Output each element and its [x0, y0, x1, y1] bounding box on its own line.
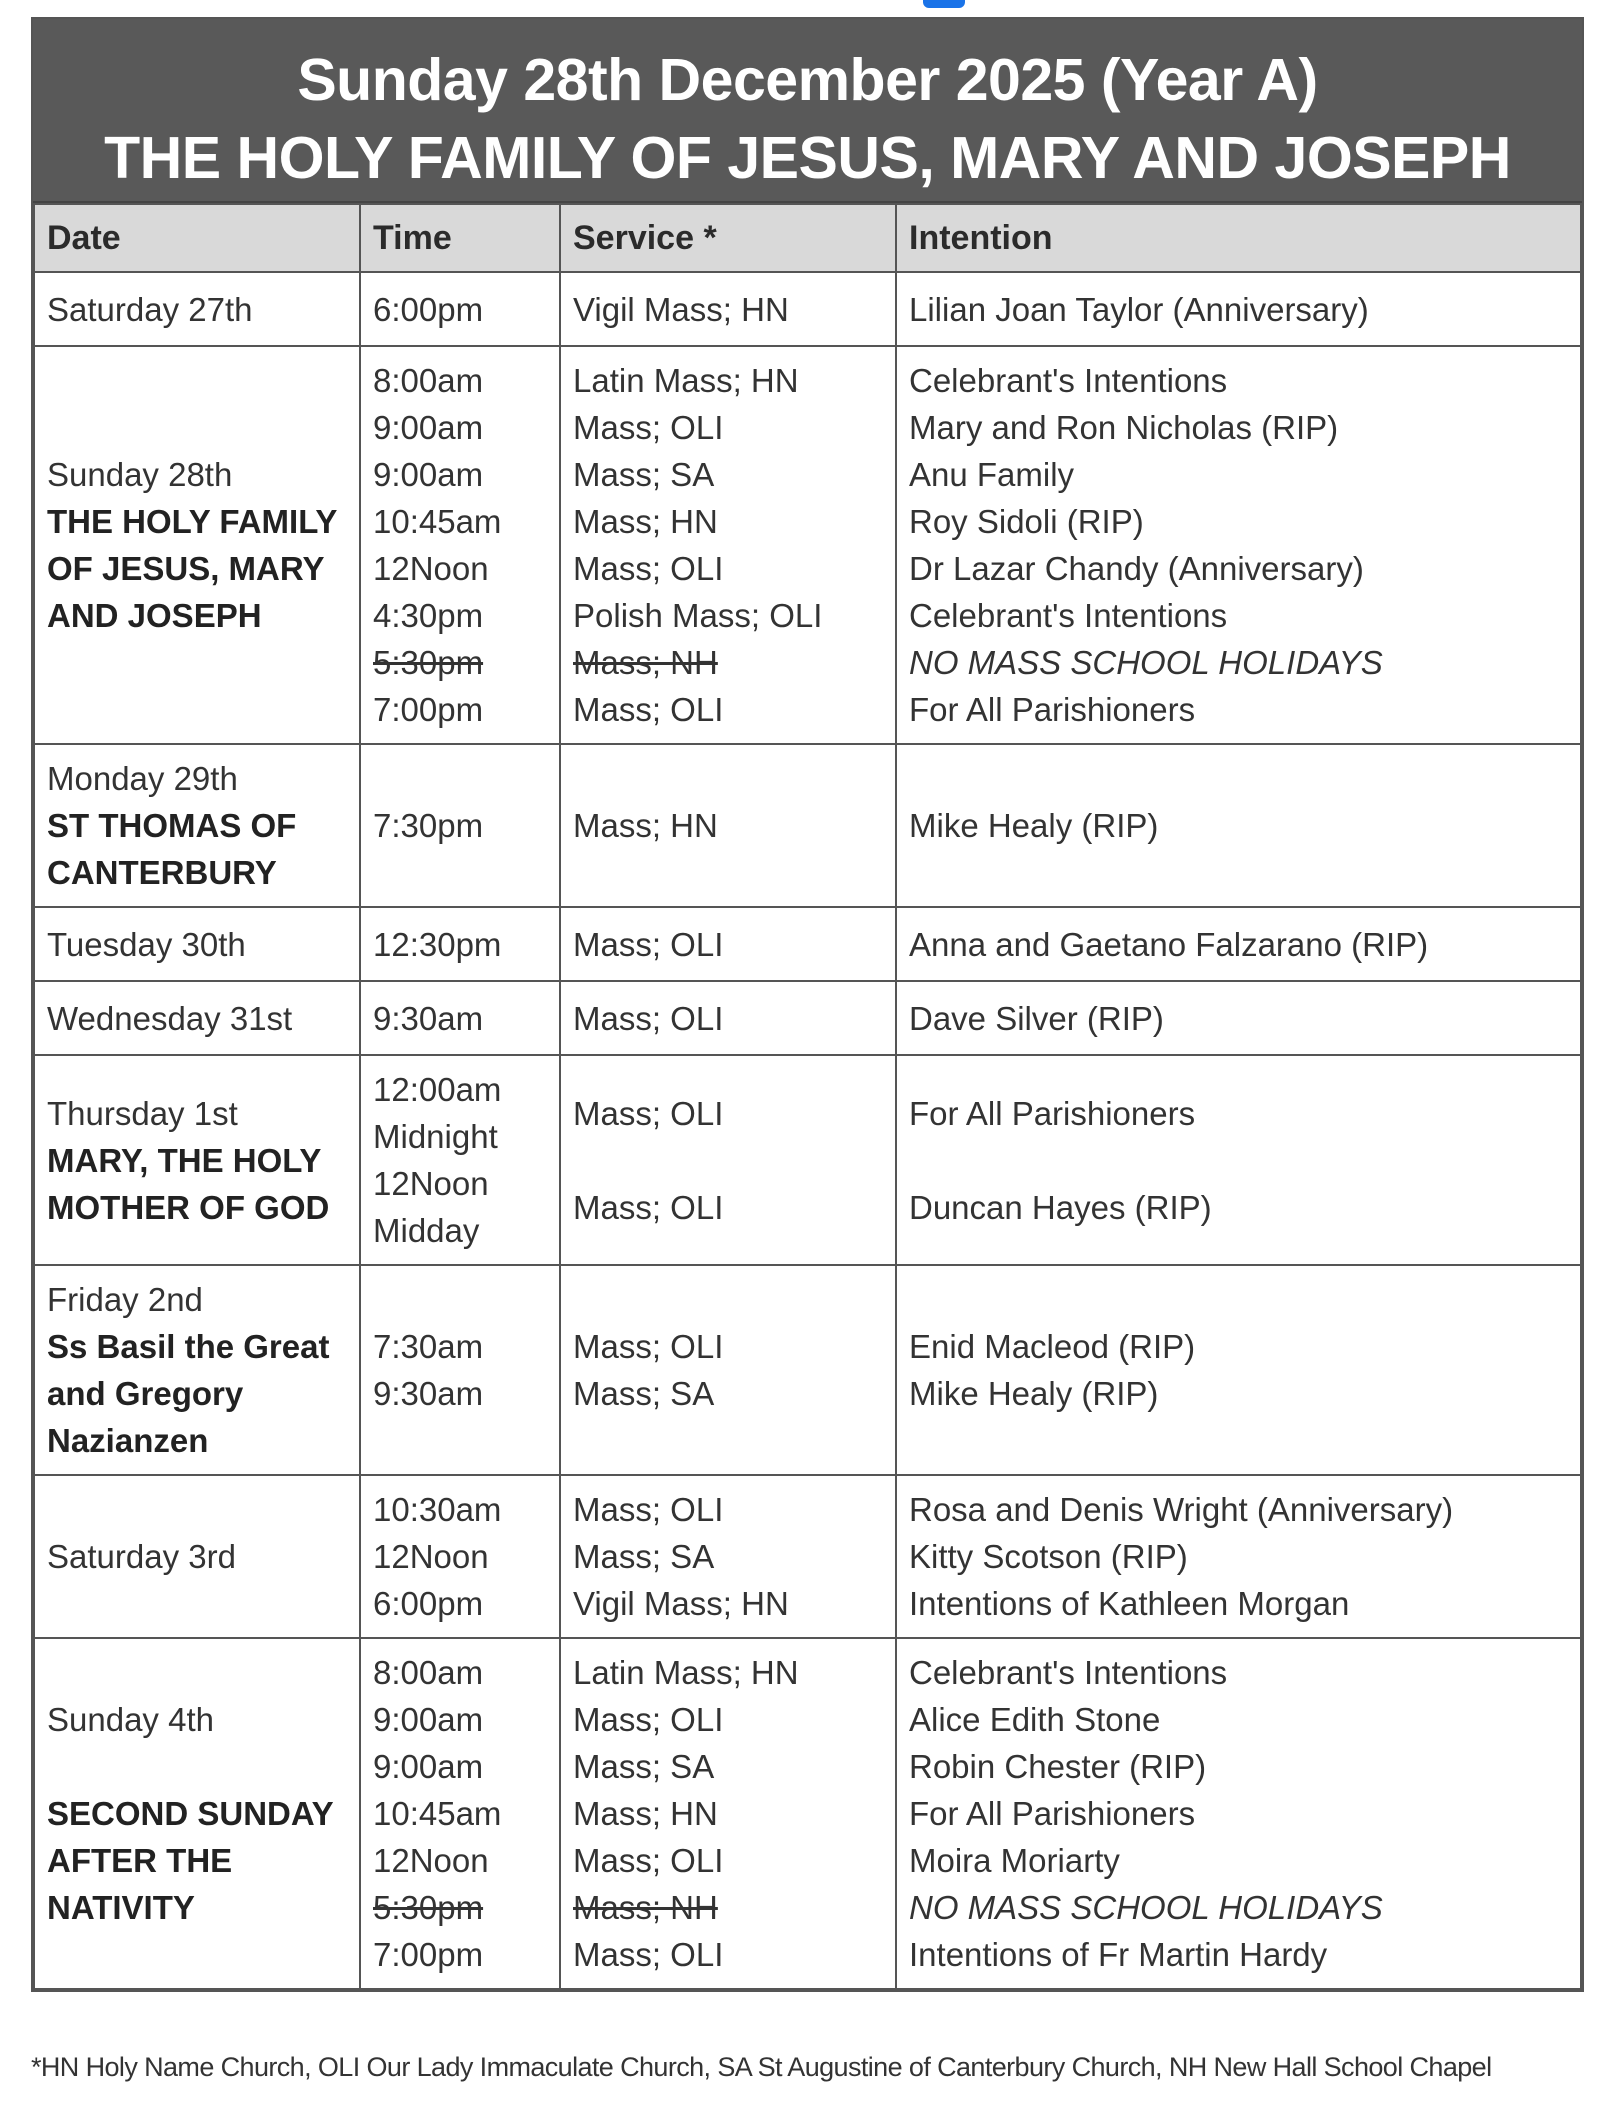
service-cell	[560, 981, 896, 1055]
date-cell	[34, 744, 360, 907]
intention-value: Kitty Scotson (RIP)	[909, 1538, 1188, 1575]
service-value: Mass; OLI	[573, 1328, 724, 1365]
service-cell	[560, 346, 896, 744]
intention-value: Mike Healy (RIP)	[909, 1375, 1159, 1412]
time-cell	[360, 1638, 560, 1989]
mass-schedule-sheet	[31, 17, 1584, 1992]
time-value: 12Noon	[373, 1165, 489, 1202]
intention-cell	[896, 1265, 1581, 1475]
table-header-row	[34, 204, 1581, 272]
time-value: 10:30am	[373, 1491, 502, 1528]
intention-notice: NO MASS SCHOOL HOLIDAYS	[909, 1889, 1383, 1926]
time-value: 10:45am	[373, 1795, 502, 1832]
intention-value: Dave Silver (RIP)	[909, 999, 1164, 1037]
title-feast: THE HOLY FAMILY OF JESUS, MARY AND JOSEPH	[104, 125, 1511, 191]
time-value: 12Noon	[373, 1842, 489, 1879]
service-value: Mass; SA	[573, 1538, 715, 1575]
time-value: 9:00am	[373, 456, 484, 493]
time-value: 8:00am	[373, 1654, 484, 1691]
service-value: Mass; HN	[573, 807, 718, 844]
intention-cell	[896, 744, 1581, 907]
intention-value: For All Parishioners	[909, 691, 1196, 728]
header-service: Service *	[560, 204, 896, 272]
feast-label: and Gregory	[47, 1375, 244, 1412]
date-cell	[34, 1638, 360, 1989]
date-cell	[34, 346, 360, 744]
time-cell	[360, 981, 560, 1055]
time-value: 7:30pm	[373, 807, 484, 844]
feast-label: CANTERBURY	[47, 854, 277, 891]
service-value: Mass; SA	[573, 456, 715, 493]
time-value: 6:00pm	[373, 290, 484, 328]
day-label: Friday 2nd	[47, 1281, 203, 1318]
intention-value: Duncan Hayes (RIP)	[909, 1188, 1212, 1226]
day-label: Thursday 1st	[47, 1094, 238, 1132]
intention-cell	[896, 1638, 1581, 1989]
intention-value: Robin Chester (RIP)	[909, 1748, 1207, 1785]
intention-cell	[896, 981, 1581, 1055]
title-banner	[33, 19, 1582, 203]
time-value: Midnight	[373, 1118, 498, 1155]
service-value: Mass; OLI	[573, 409, 724, 446]
intention-value: Moira Moriarty	[909, 1842, 1120, 1879]
schedule-table	[33, 203, 1582, 1990]
day-label: Sunday 4th	[47, 1701, 214, 1738]
table-row	[34, 272, 1581, 346]
time-value: 12Noon	[373, 550, 489, 587]
service-value: Latin Mass; HN	[573, 362, 799, 399]
intention-value: Anu Family	[909, 456, 1075, 493]
service-value-cancelled: Mass; NH	[573, 644, 718, 681]
intention-cell	[896, 907, 1581, 981]
time-value: 9:00am	[373, 409, 484, 446]
feast-label: NATIVITY	[47, 1889, 195, 1926]
service-value: Mass; OLI	[573, 1188, 724, 1226]
day-label: Monday 29th	[47, 760, 238, 797]
intention-value: Intentions of Fr Martin Hardy	[909, 1936, 1328, 1973]
time-value: 7:00pm	[373, 1936, 484, 1973]
time-value: 6:00pm	[373, 1585, 484, 1622]
feast-label: SECOND SUNDAY	[47, 1795, 334, 1832]
service-value: Mass; HN	[573, 1795, 718, 1832]
intention-value: Lilian Joan Taylor (Anniversary)	[909, 290, 1369, 328]
service-value: Mass; OLI	[573, 550, 724, 587]
intention-value: Roy Sidoli (RIP)	[909, 503, 1144, 540]
intention-notice: NO MASS SCHOOL HOLIDAYS	[909, 644, 1383, 681]
service-value: Polish Mass; OLI	[573, 597, 823, 634]
feast-label: Ss Basil the Great	[47, 1328, 330, 1365]
intention-value: For All Parishioners	[909, 1795, 1196, 1832]
feast-label: AFTER THE	[47, 1842, 233, 1879]
header-date: Date	[34, 204, 360, 272]
service-value: Vigil Mass; HN	[573, 1585, 789, 1622]
intention-value: Rosa and Denis Wright (Anniversary)	[909, 1491, 1454, 1528]
service-cell	[560, 744, 896, 907]
time-value: 4:30pm	[373, 597, 484, 634]
time-cell	[360, 907, 560, 981]
date-cell	[34, 1055, 360, 1265]
intention-value: Mike Healy (RIP)	[909, 807, 1159, 844]
service-value: Mass; OLI	[573, 1842, 724, 1879]
table-row	[34, 1055, 1581, 1265]
intention-cell	[896, 272, 1581, 346]
feast-label: AND JOSEPH	[47, 597, 262, 634]
table-row	[34, 744, 1581, 907]
service-value: Mass; SA	[573, 1748, 715, 1785]
day-label: Saturday 27th	[47, 290, 253, 328]
service-value: Latin Mass; HN	[573, 1654, 799, 1691]
date-cell	[34, 272, 360, 346]
table-row	[34, 346, 1581, 744]
service-value: Mass; OLI	[573, 1936, 724, 1973]
feast-label: ST THOMAS OF	[47, 807, 297, 844]
date-cell	[34, 907, 360, 981]
date-cell	[34, 981, 360, 1055]
feast-label: MOTHER OF GOD	[47, 1188, 330, 1226]
intention-value: Anna and Gaetano Falzarano (RIP)	[909, 925, 1429, 963]
spacer	[573, 1137, 883, 1184]
service-value: Mass; OLI	[573, 925, 724, 963]
service-cell	[560, 272, 896, 346]
time-value: 12:00am	[373, 1071, 502, 1108]
service-value: Mass; OLI	[573, 1701, 724, 1738]
service-value: Mass; OLI	[573, 1491, 724, 1528]
time-cell	[360, 1055, 560, 1265]
intention-value: Celebrant's Intentions	[909, 1654, 1228, 1691]
header-time: Time	[360, 204, 560, 272]
time-cell	[360, 1475, 560, 1638]
table-row	[34, 1638, 1581, 1989]
day-label: Sunday 28th	[47, 456, 233, 493]
feast-label: Nazianzen	[47, 1422, 209, 1459]
service-value: Mass; OLI	[573, 691, 724, 728]
service-cell	[560, 1265, 896, 1475]
time-value: 9:30am	[373, 1375, 484, 1412]
top-badge	[923, 0, 965, 8]
service-cell	[560, 1638, 896, 1989]
intention-value: Mary and Ron Nicholas (RIP)	[909, 409, 1339, 446]
time-value: 12Noon	[373, 1538, 489, 1575]
table-row	[34, 1475, 1581, 1638]
feast-label: THE HOLY FAMILY	[47, 503, 338, 540]
time-value: 7:00pm	[373, 691, 484, 728]
time-value: 12:30pm	[373, 925, 502, 963]
service-cell	[560, 1055, 896, 1265]
date-cell	[34, 1265, 360, 1475]
time-value: 9:00am	[373, 1701, 484, 1738]
table-row	[34, 1265, 1581, 1475]
service-value: Vigil Mass; HN	[573, 290, 789, 328]
day-label: Saturday 3rd	[47, 1538, 236, 1575]
intention-value: Celebrant's Intentions	[909, 362, 1228, 399]
day-label: Wednesday 31st	[47, 999, 293, 1037]
day-label: Tuesday 30th	[47, 925, 246, 963]
time-value: Midday	[373, 1212, 480, 1249]
time-value: 7:30am	[373, 1328, 484, 1365]
service-cell	[560, 907, 896, 981]
service-value-cancelled: Mass; NH	[573, 1889, 718, 1926]
feast-label: OF JESUS, MARY	[47, 550, 325, 587]
spacer	[47, 1743, 347, 1790]
time-cell	[360, 1265, 560, 1475]
table-row	[34, 981, 1581, 1055]
intention-cell	[896, 1055, 1581, 1265]
service-cell	[560, 1475, 896, 1638]
intention-value: Alice Edith Stone	[909, 1701, 1161, 1738]
service-value: Mass; OLI	[573, 1094, 724, 1132]
time-cell	[360, 346, 560, 744]
service-value: Mass; SA	[573, 1375, 715, 1412]
time-value: 8:00am	[373, 362, 484, 399]
intention-cell	[896, 1475, 1581, 1638]
date-cell	[34, 1475, 360, 1638]
time-value-cancelled: 5:30pm	[373, 644, 484, 681]
intention-value: For All Parishioners	[909, 1094, 1196, 1132]
time-value: 10:45am	[373, 503, 502, 540]
intention-value: Intentions of Kathleen Morgan	[909, 1585, 1350, 1622]
intention-value: Enid Macleod (RIP)	[909, 1328, 1196, 1365]
time-cell	[360, 272, 560, 346]
time-value: 9:30am	[373, 999, 484, 1037]
intention-value: Dr Lazar Chandy (Anniversary)	[909, 550, 1364, 587]
time-value: 9:00am	[373, 1748, 484, 1785]
header-intention: Intention	[896, 204, 1581, 272]
service-value: Mass; OLI	[573, 999, 724, 1037]
table-row	[34, 907, 1581, 981]
time-cell	[360, 744, 560, 907]
intention-value: Celebrant's Intentions	[909, 597, 1228, 634]
church-abbreviations-footnote: *HN Holy Name Church, OLI Our Lady Immaculate Church, SA St Augustine of Canterbury Church, NH New Hall School Chapel	[31, 2052, 1492, 2082]
title-date: Sunday 28th December 2025 (Year A)	[297, 47, 1318, 113]
intention-cell	[896, 346, 1581, 744]
service-value: Mass; HN	[573, 503, 718, 540]
feast-label: MARY, THE HOLY	[47, 1141, 322, 1179]
time-value-cancelled: 5:30pm	[373, 1889, 484, 1926]
spacer	[909, 1137, 1568, 1184]
